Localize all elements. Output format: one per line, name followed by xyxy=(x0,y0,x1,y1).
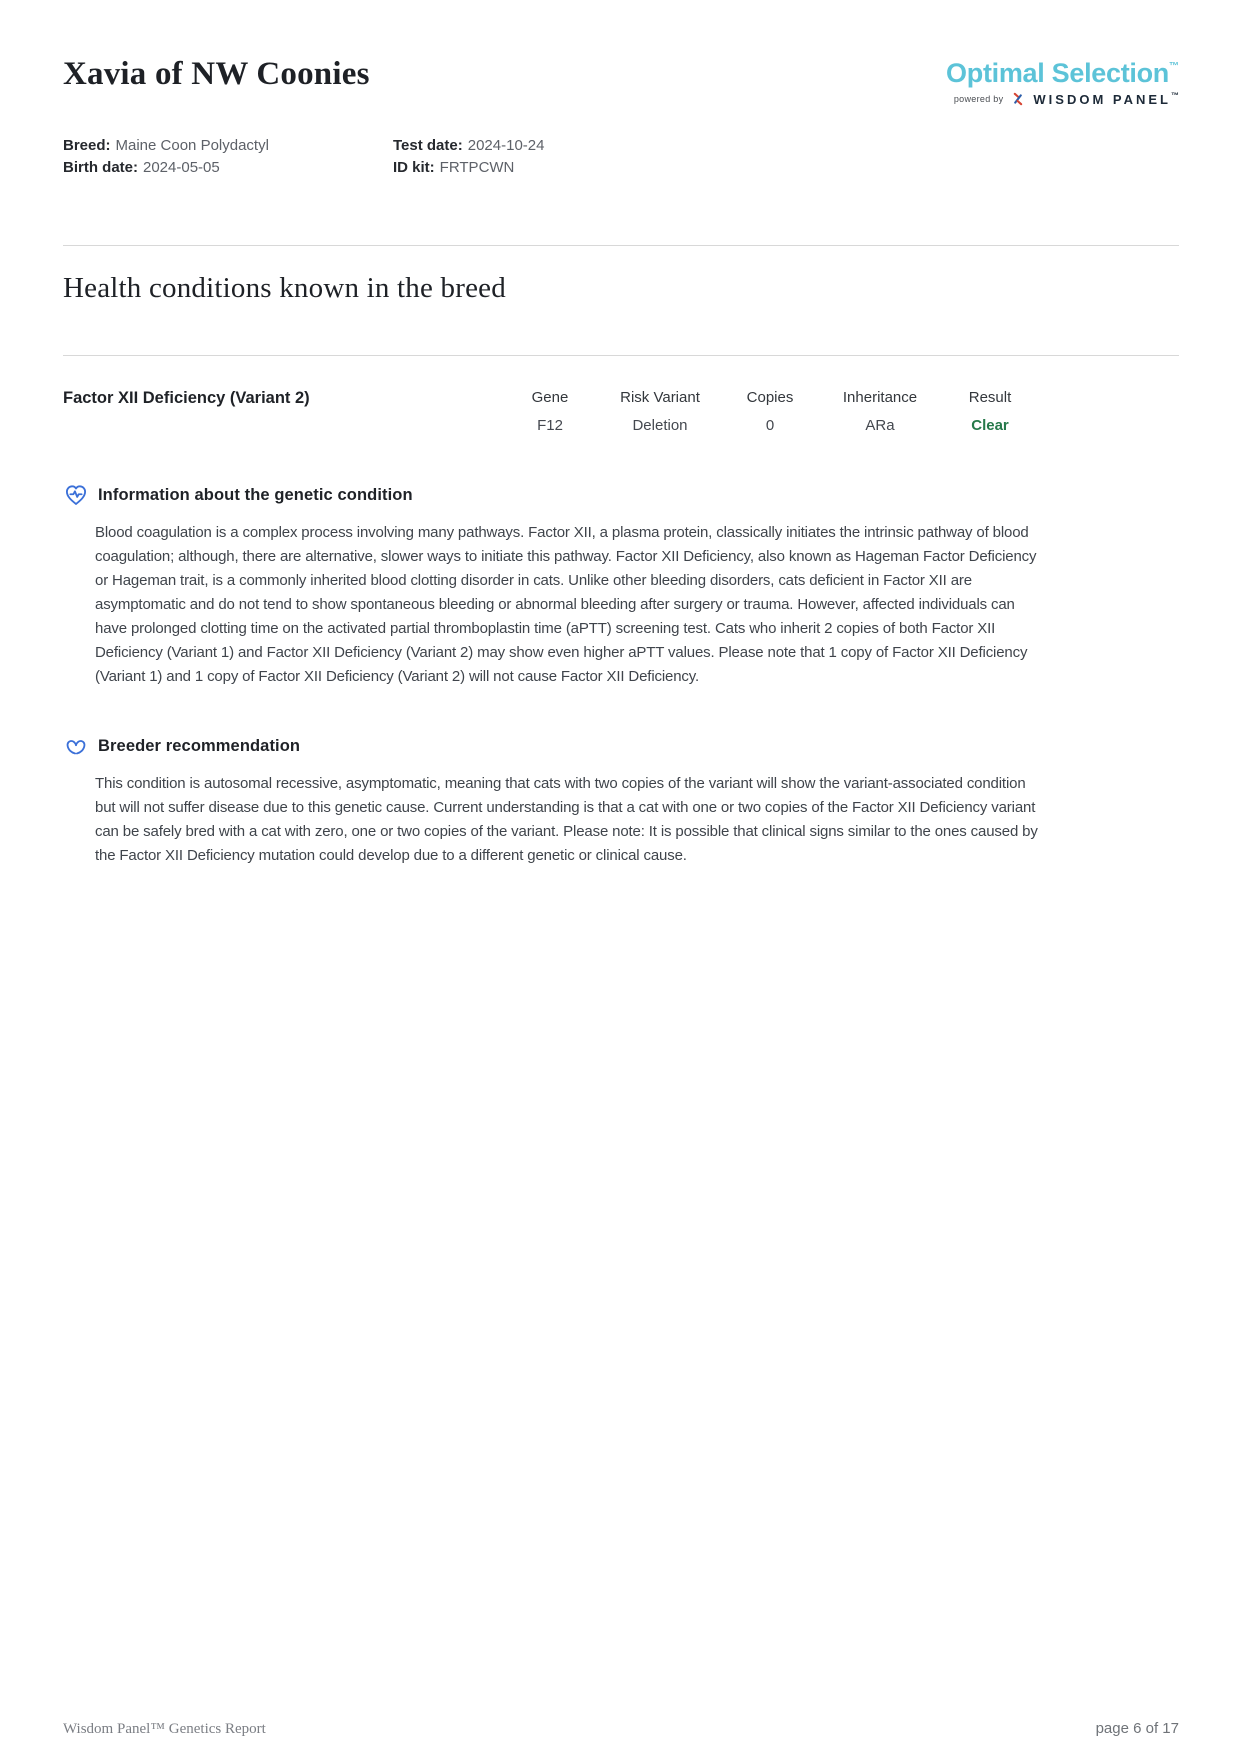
birth-date-value: 2024-05-05 xyxy=(143,159,220,176)
id-kit-label: ID kit: xyxy=(393,159,435,176)
condition-columns xyxy=(495,388,1045,436)
info-section-title: Information about the genetic condition xyxy=(98,485,413,504)
page-footer xyxy=(63,1720,1179,1738)
birth-date-label: Birth date: xyxy=(63,159,138,176)
powered-by-label: powered by xyxy=(953,94,1004,104)
header-divider xyxy=(63,245,1179,246)
column-header-gene: Gene xyxy=(531,389,569,406)
page-title: Health conditions known in the breed xyxy=(63,272,506,304)
breeder-section-title: Breeder recommendation xyxy=(98,736,301,755)
heart-pulse-icon xyxy=(63,482,89,508)
column-header-risk-variant: Risk Variant xyxy=(620,389,700,406)
info-section-body: Blood coagulation is a complex process involving many pathways. Factor XII, a plasma protein, classically initiates the intrinsic pathway of blood coagulation; although, there are alternative, slower ways to initiate this pathway. Factor XII Deficiency, also known as Hageman Factor Deficiency or Hageman trait, is a commonly inherited blood clotting disorder in cats. Unlike other bleeding disorders, cats deficient in Factor XII are asymptomatic and do not tend to show spontaneous bleeding or abnormal bleeding after surgery or trauma. However, affected individuals can have prolonged clotting time on the activated partial thromboplastin time (aPTT) screening test. Cats who inherit 2 copies of both Factor XII Deficiency (Variant 1) and Factor XII Deficiency (Variant 2) may show even higher aPTT values. Please note that 1 copy of Factor XII Deficiency (Variant 1) and 1 copy of Factor XII Deficiency (Variant 2) will not cause Factor XII Deficiency. xyxy=(95,524,1037,685)
optimal-selection-text: Optimal Selection xyxy=(946,58,1169,88)
ribbon-loop-icon xyxy=(63,733,89,759)
column-value-inheritance: ARa xyxy=(865,417,895,434)
column-header-copies: Copies xyxy=(746,389,794,406)
info-section-header xyxy=(63,482,1179,508)
page-header xyxy=(63,52,1179,107)
column-value-gene: F12 xyxy=(537,417,563,434)
meta-column-left xyxy=(63,135,393,179)
footer-page-number: page 6 of 17 xyxy=(1095,1720,1179,1737)
info-section xyxy=(63,482,1179,689)
column-value-risk-variant: Deletion xyxy=(632,417,688,434)
wisdom-panel-dna-icon xyxy=(1010,91,1026,107)
wisdom-panel-text: WISDOM PANEL xyxy=(1033,92,1171,107)
wisdom-panel-wordmark xyxy=(1033,91,1179,107)
condition-table-row xyxy=(63,388,1179,436)
id-kit-value: FRTPCWN xyxy=(439,159,515,176)
brand-logo xyxy=(946,52,1179,107)
test-date-value: 2024-10-24 xyxy=(467,137,545,154)
column-result xyxy=(935,388,1045,436)
trademark-symbol: ™ xyxy=(1169,61,1179,72)
breed-value: Maine Coon Polydactyl xyxy=(115,137,269,154)
condition-divider xyxy=(63,355,1179,356)
breed-label: Breed: xyxy=(63,137,111,154)
breeder-section-body: This condition is autosomal recessive, asymptomatic, meaning that cats with two copies of the variant will show the variant-associated condition but will not suffer disease due to this genetic cause. Current understanding is that a cat with one or two copies of the Factor XII Deficiency variant can be safely bred with a cat with zero, one or two copies of the variant. Please note: It is possible that clinical signs similar to the ones caused by the Factor XII Deficiency mutation could develop due to a different genetic or clinical cause. xyxy=(95,775,1038,864)
meta-column-right xyxy=(393,135,544,179)
trademark-symbol: ™ xyxy=(1171,91,1179,100)
breed-row xyxy=(63,135,393,157)
test-date-label: Test date: xyxy=(393,137,463,154)
optimal-selection-wordmark xyxy=(946,52,1179,88)
breeder-section xyxy=(63,733,1179,868)
birth-date-row xyxy=(63,157,393,179)
condition-name: Factor XII Deficiency (Variant 2) xyxy=(63,389,310,407)
test-date-row xyxy=(393,135,544,157)
column-gene xyxy=(495,388,605,436)
pet-name: Xavia of NW Coonies xyxy=(63,56,370,92)
breeder-section-header xyxy=(63,733,1179,759)
footer-report-name: Wisdom Panel™ Genetics Report xyxy=(63,1721,266,1737)
result-status-badge: Clear xyxy=(971,417,1009,434)
column-value-copies: 0 xyxy=(765,417,775,434)
column-risk-variant xyxy=(605,388,715,436)
column-inheritance xyxy=(825,388,935,436)
column-copies xyxy=(715,388,825,436)
column-header-inheritance: Inheritance xyxy=(842,389,918,406)
powered-by-row xyxy=(946,91,1179,107)
pet-meta xyxy=(63,135,1179,179)
id-kit-row xyxy=(393,157,544,179)
column-header-result: Result xyxy=(968,389,1012,406)
